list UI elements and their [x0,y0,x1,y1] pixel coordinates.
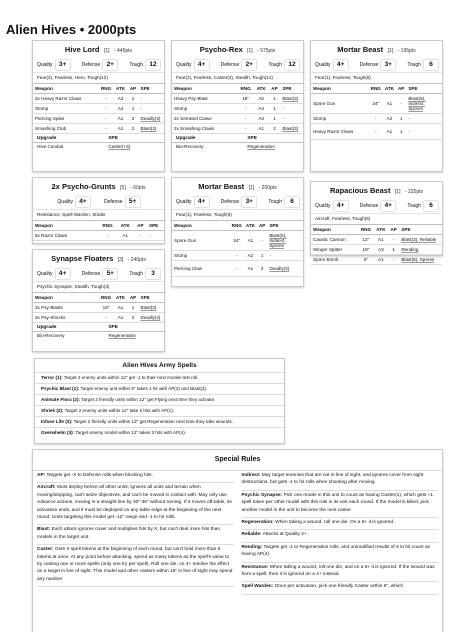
spell-item: Infuse Life (3): Target 2 friendly units within 12" get Regeneration next time they take wounds. [35,417,284,428]
unit-stats [172,57,303,73]
unit-header [33,178,164,194]
weapon-ap: 1 [269,93,281,103]
col-ap: AP [269,84,281,93]
weapon-ap: 2 [128,113,139,123]
tough-label: Tough [129,270,143,277]
table-row [311,244,442,254]
unit-stats [311,57,442,73]
weapon-atk: A2 [383,113,396,123]
weapon-spe: Deadly(3) [139,113,164,123]
weapon-ap: 1 [257,250,267,260]
unit-card-synapse-floaters [32,249,165,352]
weapon-ap: 2 [128,123,139,133]
weapon-atk: A1 [114,113,128,123]
weapon-rng: 18" [238,93,254,103]
weapon-atk: A4 [114,103,128,113]
page-title: Alien Hives • 2000pts [6,22,137,37]
weapon-name: Piercing Claw [172,260,230,276]
army-spells-panel [34,358,285,444]
weapon-atk: A2 [254,93,269,103]
quality-label: Quality [176,198,192,205]
table-row [33,312,164,322]
unit-card-mortar-beast [310,40,443,172]
col-atk: ATK [383,84,396,93]
weapon-table [33,221,164,241]
col-atk: ATK [244,221,257,230]
weapon-ap: - [388,234,399,244]
weapon-table-header [33,293,164,302]
weapon-atk: A3 [114,93,128,103]
weapon-rng: 24" [230,230,244,250]
special-rule: Aircraft: Must deploy before all other units, ignores all units and terrain when moving/stopping, can't seize objectives, and can't be moved in contact with. May only use Advance actions, moving in a straight line by 30"-36" without turning. If it moves off-table, its activation ends, and it must be deployed on any table edge at the beginning of the next round. Units targeting this model get -12" range and -1 to hit rolls. [37,483,234,525]
weapon-atk: A1 [374,234,388,244]
table-row [33,302,164,312]
unit-stats [172,194,303,210]
defense-label: Defense [359,61,379,68]
tough-value: 6 [424,201,438,211]
defense-value: 3+ [242,197,256,207]
defense-value: 4+ [381,201,395,211]
col-rng: RNG [369,84,383,93]
weapon-rng: 24" [369,93,383,113]
defense-value: 2+ [242,60,256,70]
col-rng: RNG [358,225,374,234]
special-rule: Regeneration: When taking a wound, roll one die. On a 5+ it is ignored. [242,518,439,530]
spell-item: Animate Flora (2): Target 2 friendly units within 12" get Flying next time they activate. [35,395,284,406]
unit-stats [311,198,442,214]
weapon-atk: A1 [383,123,396,139]
tough-value: 6 [285,197,299,207]
weapon-table-header [172,221,303,230]
unit-stats [33,266,164,282]
unit-points: - 225pts [404,189,423,195]
special-rule: Indirect: May target enemies that are not in line of sight, and ignores cover from sight obstructions, but gets -1 to hit rolls when shooting after moving. [242,471,439,491]
weapon-rng: - [238,113,254,123]
weapon-name: Spore Gun [172,230,230,250]
unit-rules: Psychic Synapse, Stealth, Tough(3) [33,282,164,293]
weapon-ap: 2 [257,260,267,276]
unit-stats [33,194,164,210]
unit-size: [1] [394,189,401,195]
weapon-rng: - [230,260,244,276]
table-row [311,93,442,113]
weapon-rng: - [99,113,114,123]
weapon-name: Heavy Razor Claws [311,123,369,139]
weapon-atk: A1 [114,312,128,322]
weapon-rng: - [99,230,117,240]
unit-name: Mortar Beast [198,182,245,191]
weapon-spe: Deadly(3) [139,312,164,322]
defense-label: Defense [81,61,101,68]
col-spe: SPE [399,225,442,234]
weapon-rng: - [99,312,114,322]
quality-label: Quality [57,198,73,205]
weapon-name: Stinger Spitter [311,244,358,254]
weapon-ap: 2 [128,312,139,322]
unit-rules: Aircraft, Fearless, Tough(6) [311,214,442,225]
col-atk: ATK [117,221,134,230]
tough-label: Tough [407,202,421,209]
special-rule: Psychic Synapse: Pick one model in this unit to count as having Caster(1), which gets +1 spell token per other model with this rule in its unit each round. If the model is killed, pick another model in the unit to become the next caster. [242,491,439,518]
col-spe: SPE [147,221,164,230]
special-rule: Rending: Targets get -1 to Regeneration rolls, and unmodified results of 6 to hit count as having AP(4). [242,543,439,563]
weapon-rng: 6" [358,254,374,264]
quality-value: 4+ [334,201,348,211]
col-weapon: Weapon [311,84,369,93]
tough-label: Tough [129,61,143,68]
weapon-name: 2x Smashing Claws [172,123,238,133]
weapon-rng: - [238,103,254,113]
tough-value: 6 [424,60,438,70]
weapon-table [172,221,303,277]
table-row [33,113,164,123]
weapon-spe: Deadly(3) [267,260,303,276]
weapon-rng: - [238,123,254,133]
unit-points: - 240pts [127,257,146,263]
weapon-rng: 18" [358,244,374,254]
table-row [311,113,442,123]
quality-value: 4+ [76,197,90,207]
weapon-spe: Blast(3) [280,93,303,103]
unit-size: [1] [387,48,394,54]
unit-card-psycho-rex [171,40,304,172]
tough-label: Tough [268,61,282,68]
unit-card-psycho-grunts [32,177,165,244]
unit-card-rapacious-beast [310,181,443,262]
weapon-name: Piercing Spike [33,113,99,123]
unit-header [172,41,303,57]
defense-label: Defense [220,198,240,205]
weapon-spe: Blast(3) [139,123,164,133]
unit-rules: Fear(1), Fearless, Tough(6) [172,210,303,221]
col-weapon: Weapon [33,293,99,302]
defense-value: 5+ [126,197,140,207]
table-row [33,103,164,113]
weapon-atk: A1 [374,254,388,264]
weapon-name: Spore Bomb [311,254,358,264]
weapon-name: Stomp [172,103,238,113]
quality-label: Quality [315,202,331,209]
table-row [311,234,442,244]
unit-points: - 445pts [113,48,133,54]
unit-size: [1] [247,48,253,54]
weapon-spe: Blast(6), Indirect, Spores [406,93,442,113]
weapon-spe: - [267,250,303,260]
army-spells-title: Alien Hives Army Spells [35,359,284,373]
weapon-ap: 1 [396,123,406,139]
upgrade-header: Upgrade SPE [33,323,164,332]
col-rng: RNG [238,84,254,93]
special-rule: Spell Warden: Once per activation, pick one friendly Caster within 6", which [242,582,439,594]
unit-header [311,182,442,198]
col-atk: ATK [114,293,128,302]
table-row [33,123,164,133]
unit-header [33,41,164,57]
table-row [33,93,164,103]
weapon-ap: 1 [128,103,139,113]
unit-name: Mortar Beast [337,45,384,54]
spell-item: Shriek (2): Target 2 enemy units within 12" take 2 hits with AP(1). [35,406,284,417]
unit-name: 2x Psycho-Grunts [51,182,116,191]
special-rules-panel [32,449,443,632]
weapon-spe: - [406,123,442,139]
weapon-name: Spore Gun [311,93,369,113]
table-row [172,123,303,133]
unit-header [311,41,442,57]
defense-value: 3+ [381,60,395,70]
unit-card-mortar-beast [171,177,304,287]
weapon-spe: Rending [399,244,442,254]
table-row [311,123,442,139]
col-ap: AP [257,221,267,230]
unit-points: - 195pts [397,48,416,54]
col-spe: SPE [267,221,303,230]
weapon-atk: A1 [244,230,257,250]
weapon-ap: 1 [396,113,406,123]
weapon-ap: - [134,230,147,240]
col-ap: AP [134,221,147,230]
unit-size: [5] [120,185,126,191]
unit-size: [3] [117,257,124,263]
unit-name: Hive Lord [64,45,100,54]
weapon-table-header [172,84,303,93]
defense-label: Defense [81,270,101,277]
weapon-table [33,84,164,134]
weapon-ap: 1 [388,244,399,254]
quality-value: 4+ [195,60,209,70]
unit-size: [1] [103,48,110,54]
col-weapon: Weapon [172,221,230,230]
col-rng: RNG [99,293,114,302]
col-atk: ATK [114,84,128,93]
weapon-table-header [311,225,442,234]
unit-name: Psycho-Rex [199,45,243,54]
weapon-atk: A1 [244,260,257,276]
defense-value: 5+ [103,269,117,279]
weapon-atk: A1 [114,302,128,312]
quality-value: 4+ [334,60,348,70]
weapon-atk: A1 [254,123,269,133]
weapon-spe: - [147,230,164,240]
col-spe: SPE [406,84,442,93]
unit-name: Rapacious Beast [330,186,391,195]
table-row [172,103,303,113]
weapon-name: Caustic Cannon [311,234,358,244]
unit-points: - 60pts [130,185,146,191]
weapon-table [311,84,442,140]
weapon-atk: A4 [254,103,269,113]
upgrade-header: Upgrade SPE [33,134,164,143]
weapon-name: Stomp [311,113,369,123]
tough-value: 12 [285,60,299,70]
col-ap: AP [128,293,139,302]
tough-label: Tough [268,198,282,205]
special-rules-right-column [238,471,443,595]
quality-value: 3+ [56,60,70,70]
unit-rules: Fear(1), Fearless, Tough(6) [311,73,442,84]
weapon-name: 5x Razor Claws [33,230,99,240]
weapon-name: Stomp [172,250,230,260]
special-rule: Reliable: Attacks at Quality 2+. [242,530,439,542]
special-rule: Caster: Gets X spell tokens at the beginning of each round, but can't hold more than 6 tokens at once. At any point before attacking, spend as many tokens as the spell's value to try casting one or more spells (only one try per spell). Roll one die, on 4+ resolve the effect on a target in line of sight. This model and other casters within 18" in line of sight may spend any number [37,545,234,587]
col-weapon: Weapon [311,225,358,234]
weapon-table-header [33,84,164,93]
col-rng: RNG [99,84,114,93]
tough-label: Tough [407,61,421,68]
weapon-name: Smashing Club [33,123,99,133]
weapon-spe: - [280,103,303,113]
unit-name: Synapse Floaters [51,254,114,263]
weapon-rng: - [230,250,244,260]
weapon-name: 2x Heavy Razor Claws [33,93,99,103]
weapon-rng: 12" [358,234,374,244]
table-row [172,250,303,260]
spell-item: Overwhelm (3): Target enemy model within 12" takes 3 hits with AP(4). [41,430,187,435]
weapon-spe: - [280,113,303,123]
unit-rules: Fear(2), Fearless, Hero, Tough(12) [33,73,164,84]
special-rules-columns [33,471,442,595]
weapon-rng: 18" [99,302,114,312]
weapon-spe: Blast(3), Reliable [399,234,442,244]
weapon-ap: 1 [269,103,281,113]
quality-value: 4+ [56,269,70,279]
col-atk: ATK [254,84,269,93]
col-atk: ATK [374,225,388,234]
weapon-spe: - [406,113,442,123]
table-row [33,230,164,240]
special-rule: AP: Targets get -X to Defense rolls when blocking hits. [37,471,234,483]
quality-label: Quality [37,270,53,277]
spell-item: Psychic Blast (1): Target enemy unit within 9" takes 1 hit with AP(2) and Blast(3). [35,384,284,395]
weapon-table-header [311,84,442,93]
special-rule: Resistance: When taking a wound, roll one die, and on a 6+ it is ignored. If the wound was from a spell, then it is ignored on a 4+ instead. [242,563,439,583]
table-row [311,254,442,264]
weapon-rng: - [369,123,383,139]
weapon-spe: - [139,103,164,113]
weapon-spe: Blast(3) [139,302,164,312]
spell-item: Terror (1): Target 2 enemy units within 12" get -1 to their next morale test roll. [35,373,284,384]
weapon-name: 2x Serrated Claws [172,113,238,123]
weapon-ap: 1 [128,302,139,312]
special-rules-left-column [33,471,238,595]
weapon-rng: - [99,103,114,113]
unit-rules: Resistance, Spell Warden, Strider [33,210,164,221]
weapon-ap: - [388,254,399,264]
weapon-table [311,225,442,265]
quality-label: Quality [315,61,331,68]
weapon-rng: - [369,113,383,123]
defense-label: Defense [103,198,123,205]
col-spe: SPE [139,293,164,302]
col-ap: AP [388,225,399,234]
weapon-rng: - [99,93,114,103]
col-weapon: Weapon [33,84,99,93]
upgrade-row: Bio-Recovery Regeneration [176,143,275,149]
col-rng: RNG [230,221,244,230]
table-row [172,93,303,103]
col-spe: SPE [280,84,303,93]
unit-rules: Fear(2), Fearless, Caster(3), Stealth, Tough(12) [172,73,303,84]
col-weapon: Weapon [172,84,238,93]
weapon-rng: - [99,123,114,133]
unit-card-hive-lord [32,40,165,172]
weapon-spe: - [139,93,164,103]
table-row [172,113,303,123]
weapon-ap: 1 [128,93,139,103]
quality-label: Quality [37,61,53,68]
unit-header [33,250,164,266]
col-rng: RNG [99,221,117,230]
unit-header [172,178,303,194]
upgrade-row: Bio-Recovery Regeneration [37,332,136,338]
weapon-ap: - [257,230,267,250]
col-ap: AP [396,84,406,93]
table-row [172,230,303,250]
weapon-atk: A3 [254,113,269,123]
col-weapon: Weapon [33,221,99,230]
upgrade-row: Hive Conduit Caster(+3) [37,143,131,149]
weapon-ap: 1 [269,113,281,123]
special-rule: Blast: Each attack ignores cover and multiplies hits by X, but can't deal more hits than models in the target unit. [37,525,234,545]
unit-points: - 200pts [258,185,277,191]
weapon-ap: 2 [269,123,281,133]
weapon-table-header [33,221,164,230]
weapon-ap: - [396,93,406,113]
weapon-name: Heavy Psy-Blast [172,93,238,103]
weapon-table [33,293,164,323]
special-rules-title: Special Rules [33,450,442,471]
col-ap: AP [128,84,139,93]
quality-value: 4+ [195,197,209,207]
weapon-atk: A1 [383,93,396,113]
defense-label: Defense [220,61,240,68]
unit-size: [1] [248,185,255,191]
weapon-name: 3x Psy-Blasts [33,302,99,312]
weapon-atk: A1 [114,123,128,133]
unit-stats [33,57,164,73]
defense-label: Defense [359,202,379,209]
tough-value: 3 [146,269,160,279]
weapon-table [172,84,303,134]
defense-value: 2+ [103,60,117,70]
weapon-atk: A1 [117,230,134,240]
weapon-spe: Blast(3) [280,123,303,133]
col-spe: SPE [139,84,164,93]
tough-value: 12 [146,60,160,70]
weapon-spe: Blast(6), Spores [399,254,442,264]
table-row [172,260,303,276]
weapon-atk: A2 [244,250,257,260]
weapon-name: Stomp [33,103,99,113]
weapon-atk: A3 [374,244,388,254]
weapon-name: 3x Psy-Shocks [33,312,99,322]
weapon-spe: Blast(6), Indirect, Spores [267,230,303,250]
quality-label: Quality [176,61,192,68]
upgrade-header: Upgrade SPE [172,134,303,143]
unit-points: - 575pts [257,48,276,54]
